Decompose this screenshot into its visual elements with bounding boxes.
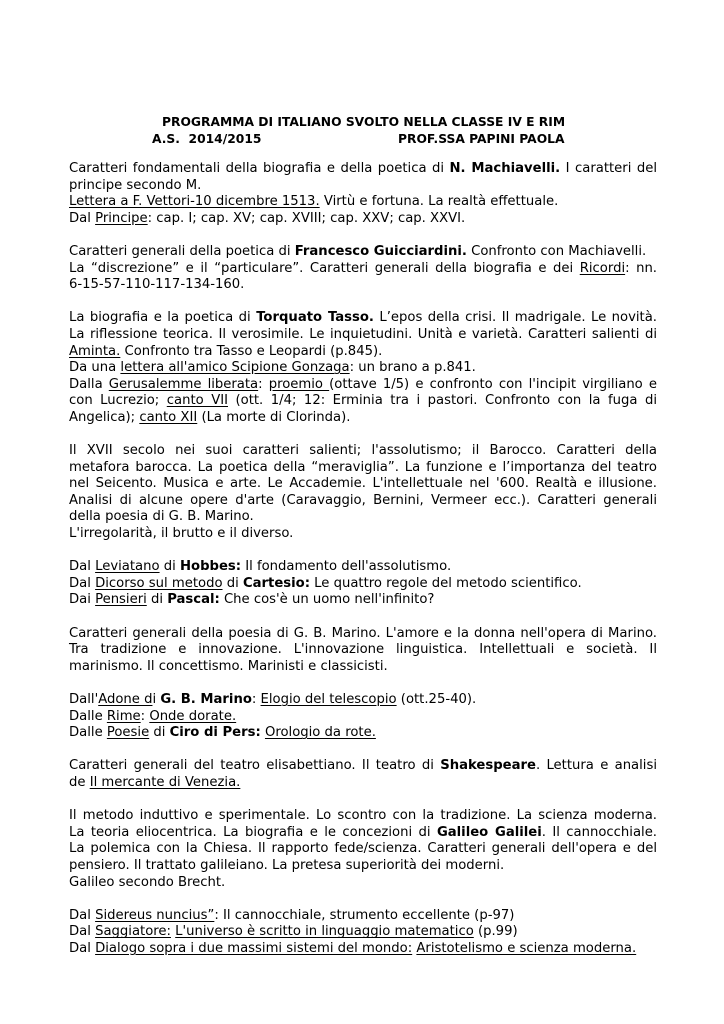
work-title: Sidereus nuncius” <box>95 907 215 923</box>
text-line: Angelica); canto XII (La morte di Clorinda). <box>69 409 351 425</box>
section-tasso <box>69 310 657 426</box>
section-seicento <box>69 443 657 543</box>
work-title: Dialogo sopra i due massimi sistemi del mondo: <box>95 940 413 956</box>
school-year: A.S. 2014/2015 <box>152 132 262 146</box>
text-line: 6-15-57-110-117-134-160. <box>69 277 245 293</box>
work-title: canto XII <box>139 409 198 425</box>
text-line: con Lucrezio; canto VII (ott. 1/4; 12: Erminia tra i pastori. Confronto con la fuga di <box>69 393 657 409</box>
work-title: Rime <box>106 708 141 724</box>
work-title: Saggiatore: <box>95 924 171 940</box>
text-line: Dalle Poesie di Ciro di Pers: Orologio da rote. <box>69 725 376 741</box>
text-line: Dal Dialogo sopra i due massimi sistemi del mondo: Aristotelismo e scienza moderna. <box>69 940 637 956</box>
work-title: Elogio del telescopio <box>260 692 397 707</box>
text-line: Dall'Adone di G. B. Marino: Elogio del telescopio (ott.25-40). <box>69 692 477 707</box>
text-line: La polemica con la Chiesa. Il rapporto fede/scienza. Caratteri generali dell'opera e del <box>69 841 657 857</box>
section-galileo-testi <box>69 908 657 958</box>
work-title: Leviatano <box>95 559 160 575</box>
text-line: Da una lettera all'amico Scipione Gonzaga: un brano a p.841. <box>69 360 476 376</box>
text-line: marinismo. Il concettismo. Marinisti e classicisti. <box>69 658 388 674</box>
section-galileo <box>69 808 657 891</box>
work-title: Dicorso sul metodo <box>95 575 223 591</box>
text-line: La “discrezione” e il “particulare”. Caratteri generali della biografia e dei Ricordi: nn. <box>69 260 657 276</box>
work-title: Onde dorate. <box>149 708 237 724</box>
work-title: Il mercante di Venezia. <box>89 774 241 790</box>
text-line: Dal Dicorso sul metodo di Cartesio: Le quattro regole del metodo scientifico. <box>69 575 582 591</box>
text-line: de Il mercante di Venezia. <box>69 774 241 790</box>
text-line: Dal Sidereus nuncius”: Il cannocchiale, strumento eccellente (p-97) <box>69 907 515 923</box>
work-title: proemio <box>268 376 330 392</box>
work-title: L'universo è scritto in linguaggio matematico <box>175 924 474 940</box>
text-line: pensiero. Il trattato galileiano. La pretesa superiorità dei moderni. <box>69 857 505 873</box>
text-line: Il XVII secolo nei suoi caratteri salienti; l'assolutismo; il Barocco. Caratteri della <box>69 443 657 459</box>
section-shakespeare <box>69 758 657 791</box>
text-line: La teoria eliocentrica. La biografia e le concezioni di Galileo Galilei. Il cannocchiale. <box>69 824 658 840</box>
work-title: Ricordi <box>579 260 626 276</box>
text-line: Lettera a F. Vettori-10 dicembre 1513. Virtù e fortuna. La realtà effettuale. <box>69 194 559 210</box>
work-title: Adone d <box>98 692 153 707</box>
section-marino-testi <box>69 692 657 742</box>
text-line: Tra tradizione e innovazione. L'innovazione linguistica. Intellettuali e società. Il <box>69 642 657 658</box>
text-line: Analisi di alcune opere d'arte (Caravaggio, Bernini, Vermeer ecc.). Caratteri generali <box>69 492 657 508</box>
text-line: Caratteri generali della poetica di Francesco Guicciardini. Confronto con Machiavelli. <box>69 243 647 259</box>
section-filosofi <box>69 559 657 609</box>
work-title: lettera all'amico Scipione Gonzaga <box>120 360 350 376</box>
work-title: Principe <box>95 210 148 226</box>
text-line: Galileo secondo Brecht. <box>69 874 226 890</box>
text-line: della poesia di G. B. Marino. <box>69 509 254 525</box>
work-title: Pensieri <box>95 592 147 608</box>
text-line: Il metodo induttivo e sperimentale. Lo scontro con la tradizione. La scienza moderna. <box>69 808 657 824</box>
text-line: Dalle Rime: Onde dorate. <box>69 708 237 724</box>
text-line: metafora barocca. La poetica della “meraviglia”. La funzione e l’importanza del teatro <box>69 459 657 475</box>
text-line: nel Seicento. Musica e arte. Le Accademie. L'intellettuale nel '600. Realtà e illusione. <box>69 476 657 492</box>
work-title: Gerusalemme liberata <box>108 376 259 392</box>
text-line: Caratteri generali del teatro elisabettiano. Il teatro di Shakespeare. Lettura e analisi <box>69 758 657 774</box>
work-title: Aristotelismo e scienza moderna. <box>416 940 637 956</box>
text-line: La biografia e la poetica di Torquato Tasso. L’epos della crisi. Il madrigale. Le novità. <box>69 310 658 326</box>
text-line: Dal Saggiatore: L'universo è scritto in linguaggio matematico (p.99) <box>69 924 518 940</box>
text-line: Caratteri generali della poesia di G. B. Marino. L'amore e la donna nell'opera di Marino. <box>69 625 657 641</box>
text-line: Dal Principe: cap. I; cap. XV; cap. XVIII; cap. XXV; cap. XXVI. <box>69 210 466 226</box>
document-body <box>69 161 657 974</box>
text-line: Dal Leviatano di Hobbes: Il fondamento dell'assolutismo. <box>69 559 452 575</box>
text-line: La riflessione teorica. Il verosimile. Le inquietudini. Unità e varietà. Caratteri salienti di <box>69 326 657 342</box>
text-line: L'irregolarità, il brutto e il diverso. <box>69 526 294 542</box>
text-line: Aminta. Confronto tra Tasso e Leopardi (p.845). <box>69 343 383 359</box>
text-line: Dai Pensieri di Pascal: Che cos'è un uomo nell'infinito? <box>69 592 435 608</box>
text-line: principe secondo M. <box>69 177 202 193</box>
work-title: Orologio da rote. <box>264 725 376 741</box>
work-title: Poesie <box>106 725 150 741</box>
work-title: Aminta. <box>69 343 121 359</box>
section-machiavelli <box>69 161 657 227</box>
section-marino <box>69 626 657 676</box>
text-line: Caratteri fondamentali della biografia e della poetica di N. Machiavelli. I caratteri del <box>69 161 657 176</box>
teacher-name: PROF.SSA PAPINI PAOLA <box>398 132 565 146</box>
section-guicciardini <box>69 244 657 294</box>
work-title: Lettera a F. Vettori-10 dicembre 1513. <box>69 194 320 210</box>
work-title: canto VII <box>166 393 228 409</box>
text-line: Dalla Gerusalemme liberata: proemio (ottave 1/5) e confronto con l'incipit virgiliano e <box>69 376 657 392</box>
document-title: PROGRAMMA DI ITALIANO SVOLTO NELLA CLASSE IV E RIM <box>162 115 566 129</box>
